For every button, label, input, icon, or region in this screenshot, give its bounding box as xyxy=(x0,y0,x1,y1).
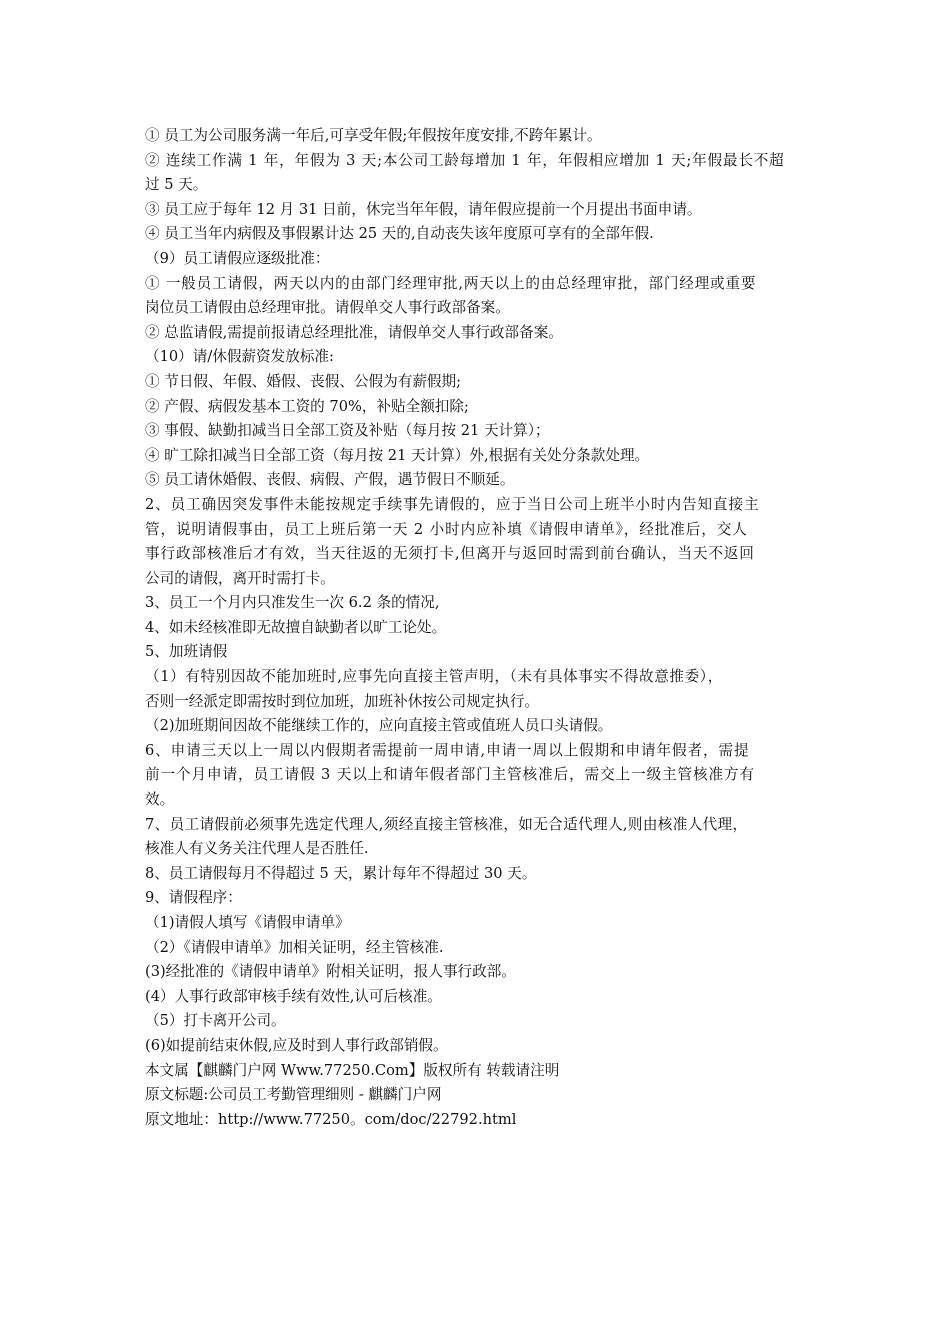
text-line: 否则一经派定即需按时到位加班，加班补休按公司规定执行。 xyxy=(145,692,540,710)
text-line: （1）有特别因故不能加班时,应事先向直接主管声明，（未有具体事实不得故意推委）， xyxy=(145,668,723,686)
text-line: ③ 事假、缺勤扣减当日全部工资及补贴（每月按 21 天计算）； xyxy=(145,422,550,440)
section-heading: （9）员工请假应逐级批准： xyxy=(145,249,330,267)
text-line: ④ 员工当年内病假及事假累计达 25 天的,自动丧失该年度原可享有的全部年假. xyxy=(145,225,654,243)
text-line: ① 一般员工请假，两天以内的由部门经理审批,两天以上的由总经理审批，部门经理或重要 xyxy=(145,274,757,292)
text-line: 核准人有义务关注代理人是否胜任. xyxy=(145,840,369,858)
text-line: 4、如未经核准即无故擅自缺勤者以旷工论处。 xyxy=(145,618,447,636)
text-line: 2、员工确因突发事件未能按规定手续事先请假的，应于当日公司上班半小时内告知直接主 xyxy=(145,495,760,513)
text-line: 7、员工请假前必须事先选定代理人,须经直接主管核准，如无合适代理人,则由核准人代理， xyxy=(145,815,748,833)
text-line: (3)经批准的《请假申请单》附相关证明，报人事行政部。 xyxy=(145,963,516,981)
text-line: （2）《请假申请单》加相关证明，经主管核准. xyxy=(145,938,444,956)
section-heading: （10）请/休假薪资发放标准: xyxy=(145,348,334,366)
text-line: ② 产假、病假发基本工资的 70%，补贴全额扣除; xyxy=(145,397,469,415)
text-line: 过 5 天。 xyxy=(145,176,208,194)
text-line: ① 节日假、年假、婚假、丧假、公假为有薪假期; xyxy=(145,372,462,390)
document-body xyxy=(145,124,817,1132)
text-line: 效。 xyxy=(145,791,175,809)
text-line: （1)请假人填写《请假申请单》 xyxy=(145,914,350,931)
text-line: 3、员工一个月内只准发生一次 6.2 条的情况, xyxy=(145,594,440,612)
text-line: （5）打卡离开公司。 xyxy=(145,1012,286,1030)
text-line: ② 总监请假,需提前报请总经理批准，请假单交人事行政部备案。 xyxy=(145,323,563,341)
text-line: （2)加班期间因故不能继续工作的，应向直接主管或值班人员口头请假。 xyxy=(145,717,613,735)
copyright-notice: 本文属【麒麟门户网 Www.77250.Com】版权所有 转载请注明 xyxy=(145,1061,560,1079)
text-line: 管，说明请假事由，员工上班后第一天 2 小时内应补填《请假申请单》，经批准后，交人 xyxy=(145,520,748,538)
text-line: 公司的请假，离开时需打卡。 xyxy=(145,569,335,587)
text-line: 8、员工请假每月不得超过 5 天，累计每年不得超过 30 天。 xyxy=(145,864,537,882)
text-line: ⑤ 员工请休婚假、丧假、病假、产假，遇节假日不顺延。 xyxy=(145,471,515,489)
text-line: ④ 旷工除扣减当日全部工资（每月按 21 天计算）外,根据有关处分条款处理。 xyxy=(145,446,650,464)
text-line: 前一个月申请，员工请假 3 天以上和请年假者部门主管核准后，需交上一级主管核准方有 xyxy=(145,766,756,784)
text-line: (4）人事行政部审核手续有效性,认可后核准。 xyxy=(145,987,442,1005)
source-title: 原文标题:公司员工考勤管理细则 - 麒麟门户网 xyxy=(145,1086,442,1104)
text-line: 事行政部核准后才有效，当天往返的无须打卡,但离开与返回时需到前台确认，当天不返回 xyxy=(145,545,755,563)
source-url: 原文地址：http://www.77250。com/doc/22792.html xyxy=(145,1110,517,1128)
text-line: 岗位员工请假由总经理审批。请假单交人事行政部备案。 xyxy=(145,299,510,317)
text-line: ② 连续工作满 1 年，年假为 3 天;本公司工龄每增加 1 年，年假相应增加 1 天;年假最长不超 xyxy=(145,151,785,169)
section-heading: 9、请假程序： xyxy=(145,889,242,907)
text-line: ③ 员工应于每年 12 月 31 日前，休完当年年假，请年假应提前一个月提出书面申请。 xyxy=(145,200,702,218)
text-line: ① 员工为公司服务满一年后,可享受年假;年假按年度安排,不跨年累计。 xyxy=(145,127,602,144)
text-line: 6、申请三天以上一周以内假期者需提前一周申请,申请一周以上假期和申请年假者，需提 xyxy=(145,741,750,759)
text-line: (6)如提前结束休假,应及时到人事行政部销假。 xyxy=(145,1036,448,1054)
section-heading: 5、加班请假 xyxy=(145,643,228,661)
